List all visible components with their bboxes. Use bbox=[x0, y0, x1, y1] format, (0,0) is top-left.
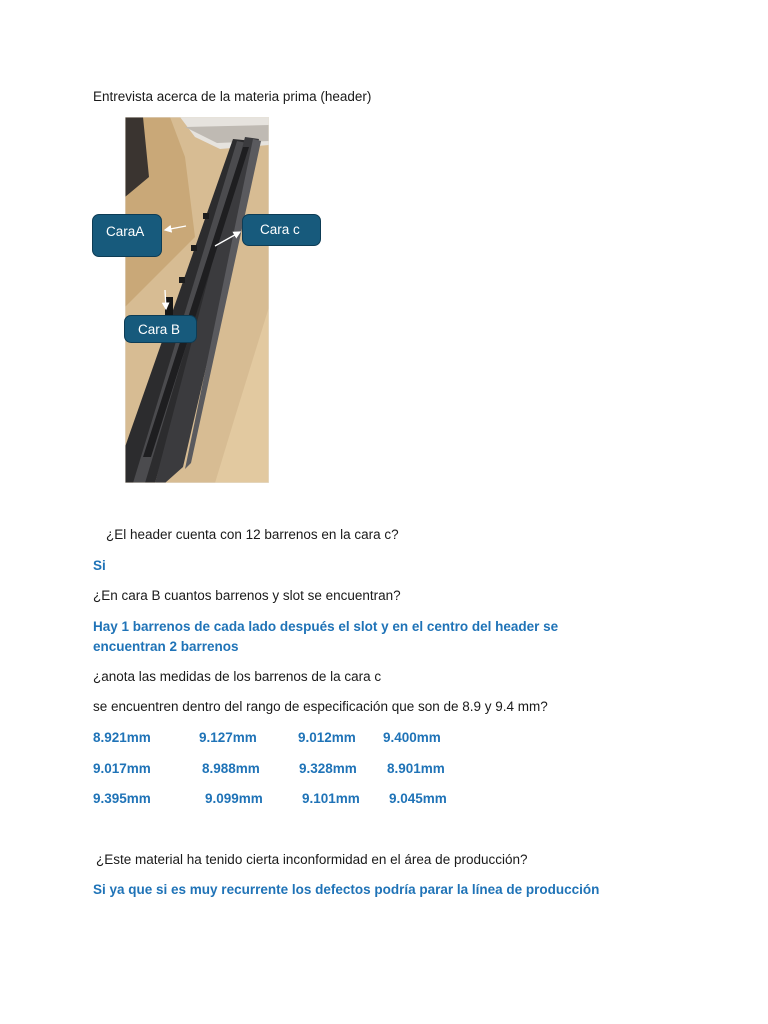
measurement-r2-c1: 9.017mm bbox=[93, 761, 151, 776]
measurement-r3-c1: 9.395mm bbox=[93, 791, 151, 806]
callout-cara-b bbox=[124, 315, 197, 343]
callout-cara-a bbox=[92, 214, 162, 257]
measurement-r2-c2: 8.988mm bbox=[202, 761, 260, 776]
measurement-r1-c2: 9.127mm bbox=[199, 730, 257, 745]
callout-cara-c-label: Cara c bbox=[260, 222, 300, 237]
question-4: ¿Este material ha tenido cierta inconformidad en el área de producción? bbox=[96, 852, 528, 867]
question-2: ¿En cara B cuantos barrenos y slot se encuentran? bbox=[93, 588, 401, 603]
answer-1: Si bbox=[93, 558, 106, 573]
answer-4: Si ya que si es muy recurrente los defectos podría parar la línea de producción bbox=[93, 882, 600, 897]
measurement-r1-c4: 9.400mm bbox=[383, 730, 441, 745]
measurement-r2-c3: 9.328mm bbox=[299, 761, 357, 776]
measurement-r3-c2: 9.099mm bbox=[205, 791, 263, 806]
callout-cara-a-label: CaraA bbox=[106, 224, 145, 239]
measurement-r3-c3: 9.101mm bbox=[302, 791, 360, 806]
question-3-line-1: ¿anota las medidas de los barrenos de la cara c bbox=[93, 669, 382, 684]
question-3-line-2: se encuentren dentro del rango de especificación que son de 8.9 y 9.4 mm? bbox=[93, 699, 548, 714]
measurement-r2-c4: 8.901mm bbox=[387, 761, 445, 776]
measurement-r1-c3: 9.012mm bbox=[298, 730, 356, 745]
callout-cara-c bbox=[242, 214, 321, 246]
measurement-r3-c4: 9.045mm bbox=[389, 791, 447, 806]
answer-2-line-2: encuentran 2 barrenos bbox=[93, 639, 239, 654]
callout-cara-b-label: Cara B bbox=[138, 322, 181, 337]
measurement-r1-c1: 8.921mm bbox=[93, 730, 151, 745]
answer-2-line-1: Hay 1 barrenos de cada lado después el slot y en el centro del header se bbox=[93, 619, 559, 634]
document-title: Entrevista acerca de la materia prima (header) bbox=[93, 89, 372, 104]
question-1: ¿El header cuenta con 12 barrenos en la cara c? bbox=[106, 527, 399, 542]
header-part-photo bbox=[125, 117, 269, 483]
